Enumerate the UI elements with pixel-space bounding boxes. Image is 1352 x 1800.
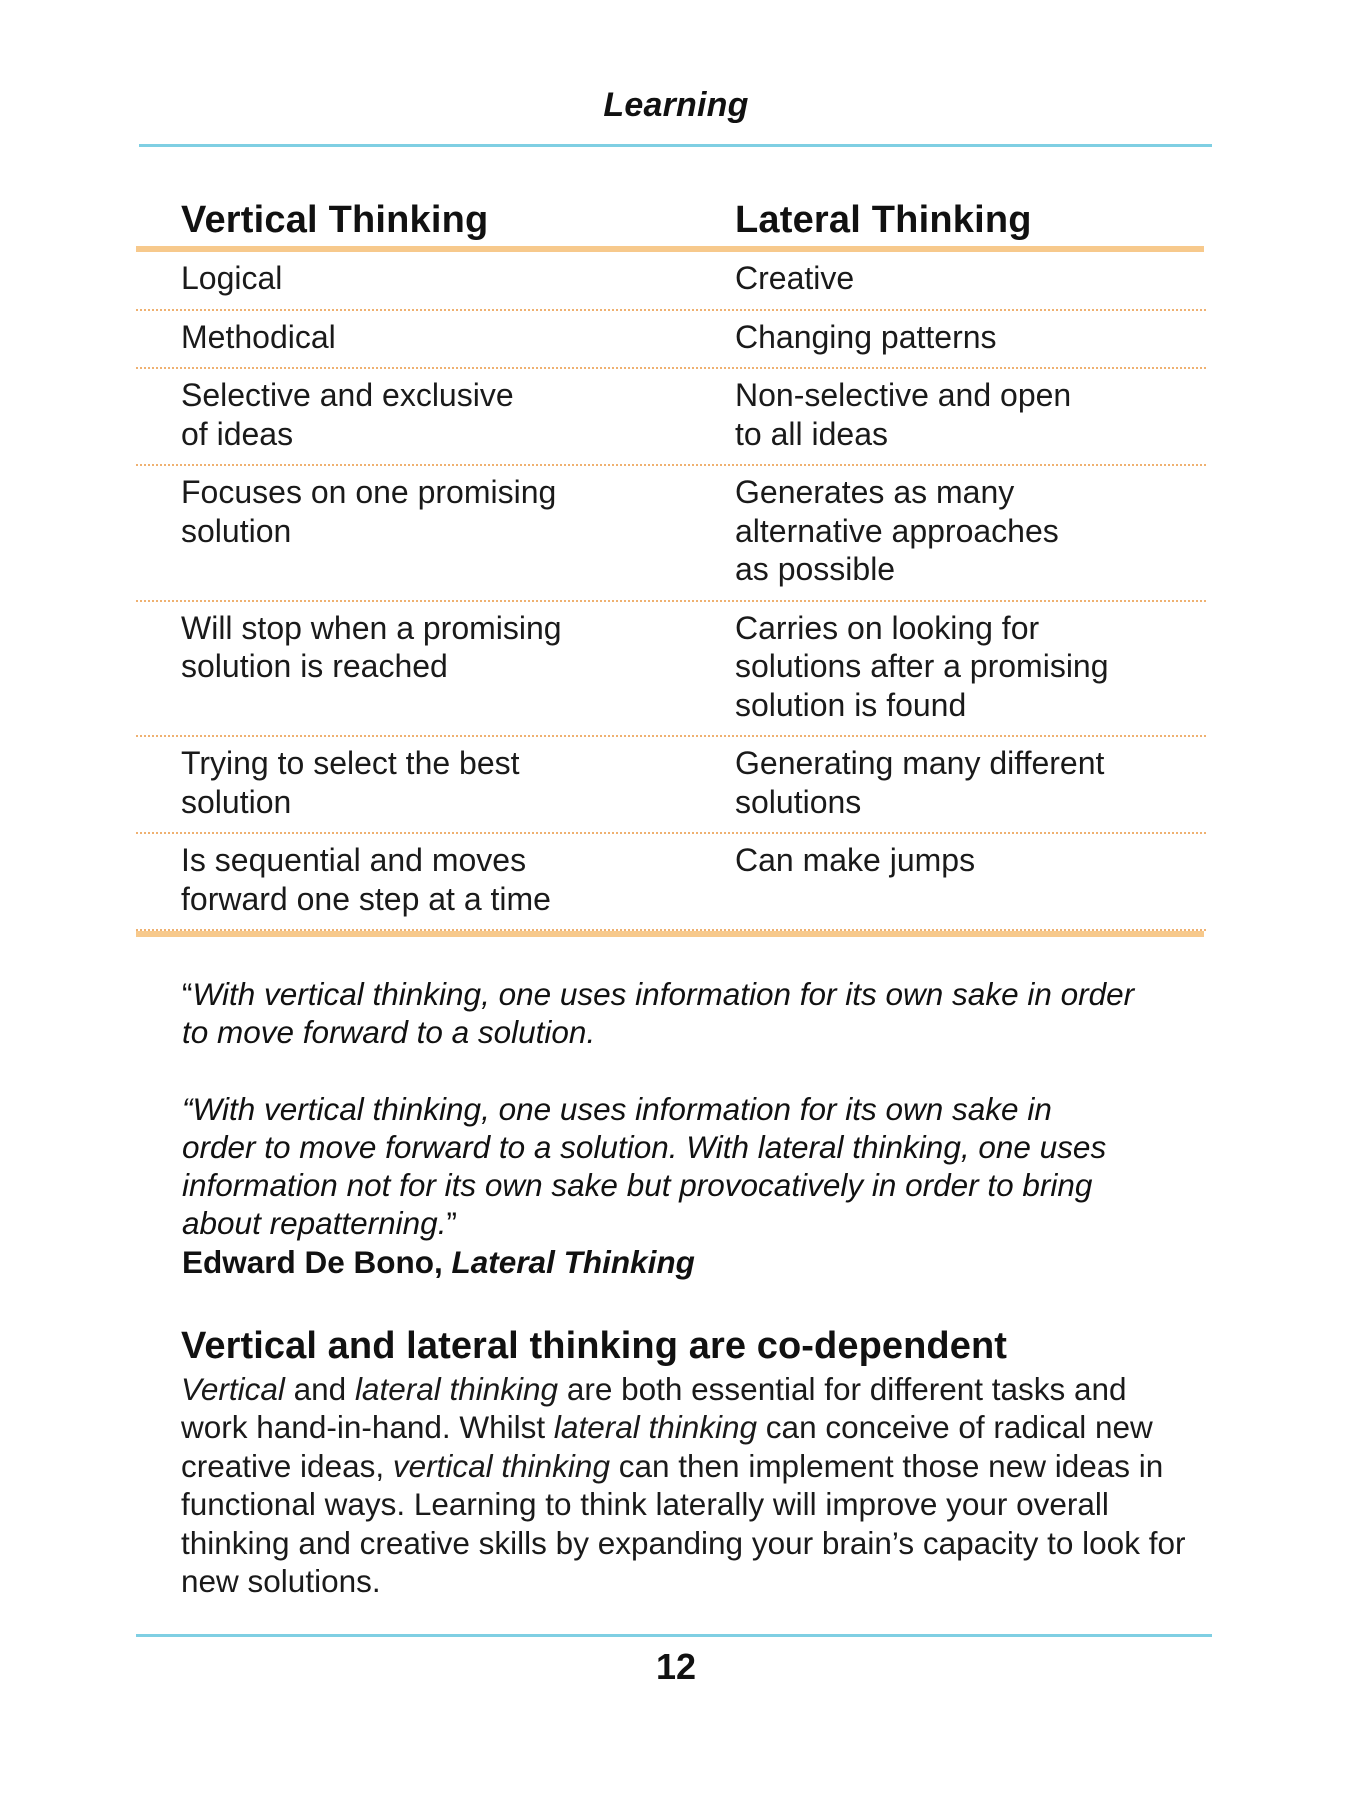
lateral-cell: Generates as many alternative approaches as possible: [735, 474, 1059, 587]
footer-rule: [136, 1634, 1212, 1637]
body-em: lateral thinking: [354, 1371, 559, 1407]
table-row: [136, 466, 1206, 602]
body-em: vertical thinking: [392, 1447, 610, 1484]
quote-first: [182, 975, 1172, 1052]
lateral-cell: Generating many different solutions: [735, 745, 1105, 820]
vertical-cell: Logical: [181, 260, 283, 296]
lateral-thinking-heading: Lateral Thinking: [735, 199, 1032, 241]
section-body: [181, 1370, 1191, 1600]
table-bottom-rule: [136, 931, 1204, 937]
vertical-cell: Selective and exclusive of ideas: [181, 377, 514, 452]
section-title: Vertical and lateral thinking are co-dependent: [181, 1325, 1008, 1367]
body-em: Vertical: [181, 1371, 285, 1407]
lateral-cell: Carries on looking for solutions after a promising solution is found: [735, 609, 1109, 723]
lateral-cell: Creative: [735, 260, 855, 296]
open-quote-mark: “: [182, 976, 193, 1012]
quote-spacer: [182, 1052, 1172, 1090]
comparison-table: [136, 190, 1206, 937]
quote-attribution: [182, 1243, 1172, 1281]
header-rule: [139, 144, 1212, 147]
table-row: [136, 252, 1206, 311]
table-row: [136, 369, 1206, 466]
vertical-cell: Will stop when a promising solution is reached: [181, 609, 562, 684]
page-number: 12: [655, 1646, 697, 1687]
attribution-book: Lateral Thinking: [451, 1243, 695, 1280]
lateral-cell: Non-selective and open to all ideas: [735, 377, 1072, 452]
close-quote-mark: ”: [446, 1205, 457, 1242]
body-text: and: [284, 1371, 355, 1407]
quote-second: [182, 1090, 1172, 1243]
body-em: lateral thinking: [553, 1409, 758, 1446]
table-row: [136, 311, 1206, 370]
table-row: [136, 834, 1206, 931]
body-text: can then implement those new ideas in functional ways. Learning to think laterally will improve your overall thinking and creative skills by expanding your brain’s capacity to look for new solutions.: [181, 1447, 1186, 1600]
quote-first-text: With vertical thinking, one uses information for its own sake in order to move forward to a solution.: [182, 976, 1135, 1051]
vertical-cell: Trying to select the best solution: [181, 745, 520, 820]
lateral-cell: Changing patterns: [735, 318, 997, 355]
vertical-cell: Focuses on one promising solution: [181, 474, 557, 549]
comparison-table-header: [136, 190, 1206, 246]
co-dependent-section: [181, 1325, 1191, 1600]
vertical-cell: Is sequential and moves forward one step at a time: [181, 842, 551, 917]
lateral-cell: Can make jumps: [735, 842, 976, 878]
quotes-block: [182, 975, 1172, 1281]
quote-second-text: “With vertical thinking, one uses information for its own sake in order to move forward to a solution. With lateral thinking, one uses information not for its own sake but provocatively in order to bring about repatterning.: [182, 1090, 1107, 1242]
body-text: can conceive of radical new creative ideas,: [181, 1409, 1153, 1484]
table-row: [136, 737, 1206, 834]
running-header: Learning: [603, 86, 749, 124]
attribution-author: Edward De Bono,: [182, 1243, 452, 1280]
vertical-cell: Methodical: [181, 318, 336, 355]
table-row: [136, 602, 1206, 738]
vertical-thinking-heading: Vertical Thinking: [181, 199, 489, 241]
body-text: are both essential for different tasks and work hand-in-hand. Whilst: [181, 1371, 1127, 1446]
